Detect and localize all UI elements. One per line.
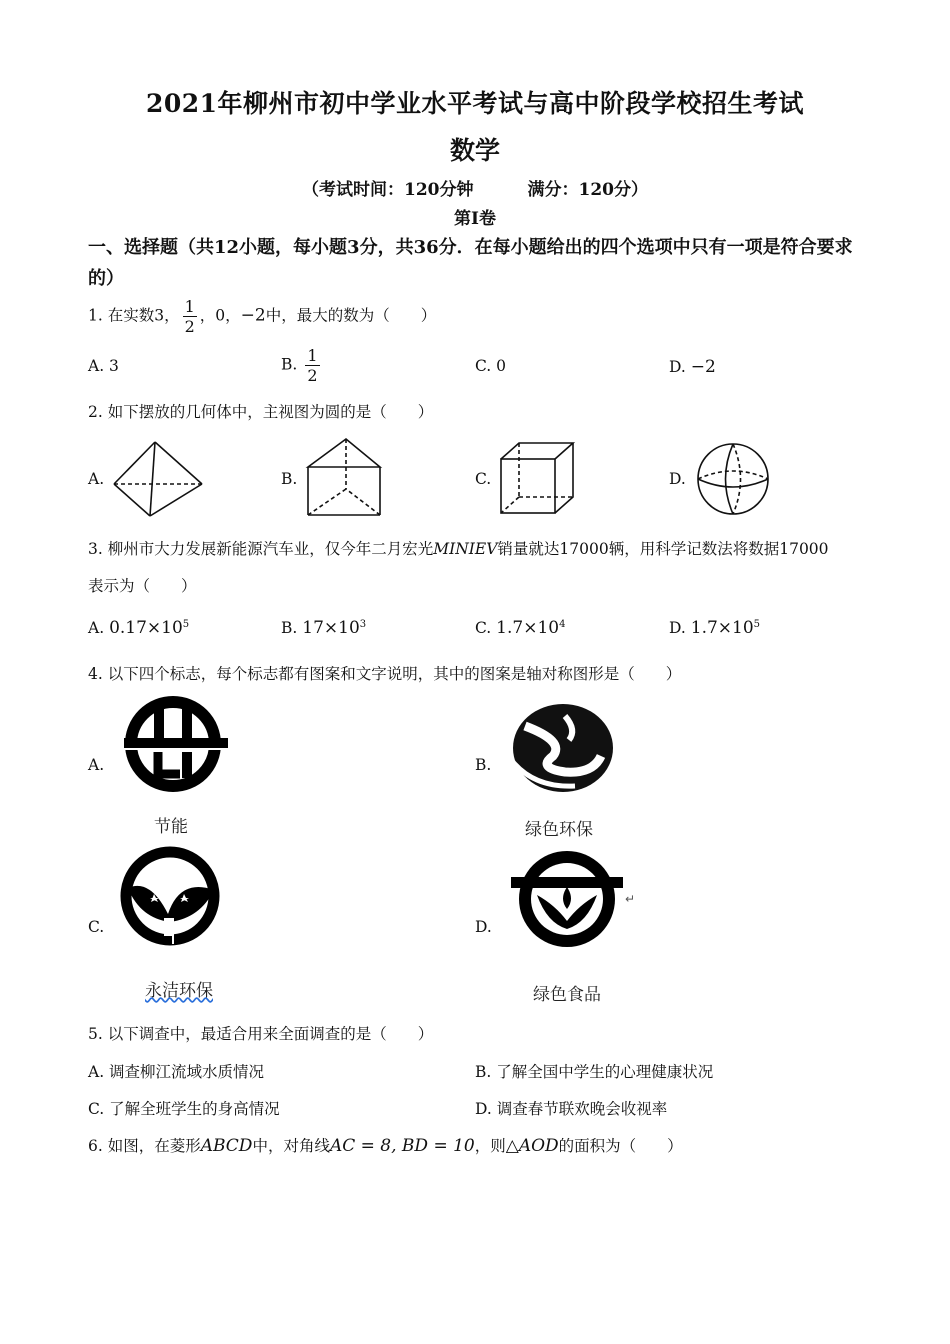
option-label: D. (669, 358, 686, 376)
q3-line1-post: 销量就达17000辆，用科学记数法将数据17000 (497, 540, 829, 558)
energy-saving-logo (118, 694, 233, 794)
green-env-logo (505, 696, 623, 796)
question-3 (88, 537, 829, 559)
q1-b-fraction (305, 346, 319, 385)
q1-option-a: A. 3 (88, 357, 119, 375)
logo-d-caption: 绿色食品 (533, 985, 601, 1005)
q3-c-value: 1.7×10 (496, 618, 560, 638)
q3-c-exponent: 4 (559, 618, 566, 630)
q3-b-value: 17×10 (302, 618, 360, 638)
volume-label: 第Ⅰ卷 (454, 209, 496, 229)
question-4: 4. 以下四个标志，每个标志都有图案和文字说明，其中的图案是轴对称图形是（ ） (88, 665, 682, 683)
q3-line1-pre: 3. 柳州市大力发展新能源汽车业，仅今年二月宏光 (88, 540, 434, 558)
q3-d-exponent: 5 (753, 618, 761, 630)
q3-a-value: 0.17×10 (109, 618, 183, 638)
q1-option-c: C. 0 (475, 357, 507, 375)
option-label: A. (88, 619, 105, 637)
frac-num: 1 (184, 297, 195, 316)
logo-a-caption: 节能 (154, 817, 188, 837)
exam-subject: 数学 (449, 136, 500, 165)
option-label: B. (281, 619, 298, 637)
exam-time: （考试时间：120分钟 (302, 180, 474, 200)
question-3-line2: 表示为（ ） (88, 577, 197, 595)
logo-b-caption: 绿色环保 (525, 820, 593, 840)
q3-option-b (281, 618, 366, 638)
q6-triangle: △AOD (505, 1136, 559, 1156)
q5-option-b: B. 了解全国中学生的心理健康状况 (475, 1063, 714, 1081)
q2-option-a: A. (88, 470, 105, 488)
q2-option-b: B. (281, 470, 298, 488)
question-1 (88, 297, 436, 336)
q1-pre: 1. 在实数3， (88, 306, 180, 325)
q2-option-d: D. (669, 470, 686, 488)
q5-option-a: A. 调查柳江流域水质情况 (88, 1063, 265, 1081)
q3-option-c (475, 618, 565, 638)
q3-b-exponent: 3 (359, 618, 367, 630)
frac-den: 2 (307, 366, 318, 385)
question-5: 5. 以下调查中，最适合用来全面调查的是（ ） (88, 1025, 434, 1043)
q1-neg: −2 (240, 305, 266, 326)
prism-figure (304, 437, 384, 517)
q6-condition: AC = 8, BD = 10 (329, 1136, 475, 1156)
q6-pre: 6. 如图，在菱形 (88, 1137, 201, 1155)
q3-d-value: 1.7×10 (690, 618, 754, 638)
option-label: D. (669, 619, 686, 637)
q1-d-value: −2 (690, 357, 716, 377)
q4-option-b: B. (475, 756, 492, 774)
q5-option-c: C. 了解全班学生的身高情况 (88, 1100, 280, 1118)
exam-score: 满分：120分） (527, 180, 648, 200)
q1-post: ，0， (199, 306, 241, 325)
frac-den: 2 (184, 317, 195, 336)
logo-c-caption: 永洁环保 (145, 981, 213, 1001)
option-label: B. (281, 355, 298, 374)
svg-text:↵: ↵ (625, 892, 636, 906)
question-2: 2. 如下摆放的几何体中，主视图为圆的是（ ） (88, 403, 434, 421)
q3-option-a (88, 618, 189, 638)
q4-option-c: C. (88, 918, 105, 936)
q6-post: ，则 (474, 1137, 506, 1155)
q4-option-a: A. (88, 756, 105, 774)
q4-option-d: D. (475, 918, 492, 936)
q3-brand: MINIEV (433, 540, 498, 558)
pyramid-figure (112, 440, 206, 518)
q6-tail: 的面积为（ ） (558, 1137, 683, 1155)
q1-option-b (281, 346, 323, 385)
section-heading: 一、选择题（共12小题，每小题3分，共36分．在每小题给出的四个选项中只有一项是符合要求的） (88, 237, 853, 289)
sphere-figure (696, 441, 772, 517)
option-label: C. (475, 619, 492, 637)
question-6 (88, 1134, 683, 1156)
q2-option-c: C. (475, 470, 492, 488)
q3-a-exponent: 5 (182, 618, 190, 630)
q6-mid: 中，对角线 (252, 1137, 330, 1155)
green-food-logo (507, 847, 647, 951)
exam-title: 2021年柳州市初中学业水平考试与高中阶段学校招生考试 (145, 89, 805, 118)
frac-num: 1 (307, 346, 318, 365)
cube-figure (499, 441, 575, 517)
q1-option-d (669, 357, 716, 377)
q6-shape: ABCD (200, 1136, 253, 1156)
q3-option-d (669, 618, 760, 638)
clean-env-logo (110, 848, 232, 950)
q1-tail: 中，最大的数为（ ） (265, 306, 437, 325)
q1-fraction (183, 297, 197, 336)
exam-info (0, 175, 950, 200)
q5-option-d: D. 调查春节联欢晚会收视率 (475, 1100, 668, 1118)
